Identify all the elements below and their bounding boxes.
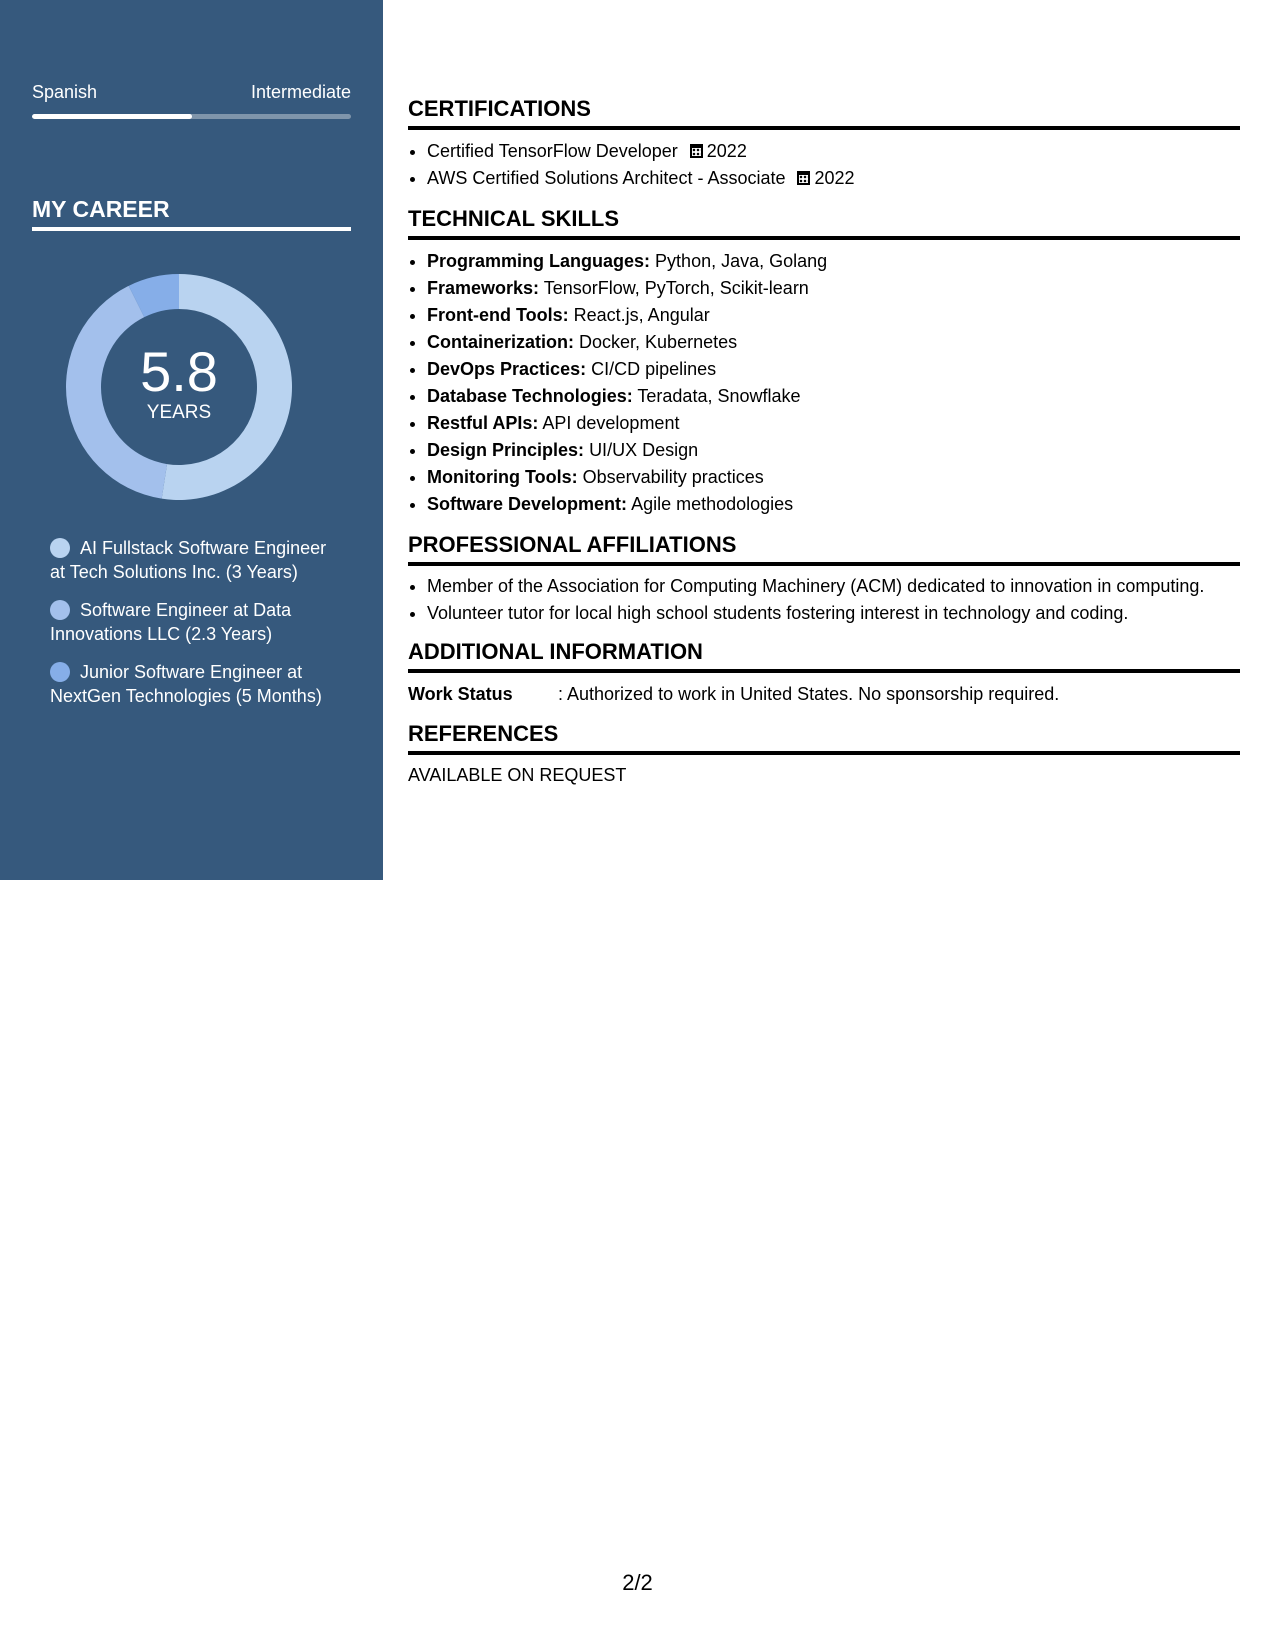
career-item-text: Software Engineer at Data Innovations LLC (2.3 Years) bbox=[50, 600, 292, 644]
skills-list bbox=[408, 248, 1240, 518]
language-proficiency-bar bbox=[32, 114, 351, 119]
skill-label: Design Principles: bbox=[427, 440, 585, 460]
skill-value: React.js, Angular bbox=[573, 305, 710, 325]
skill-value: Teradata, Snowflake bbox=[637, 386, 801, 406]
work-status-row bbox=[408, 681, 1240, 707]
career-donut-center bbox=[66, 274, 292, 500]
certification-name: Certified TensorFlow Developer bbox=[427, 141, 678, 161]
skill-value: Agile methodologies bbox=[631, 494, 794, 514]
calendar-icon bbox=[690, 144, 703, 158]
certification-year: 2022 bbox=[706, 141, 747, 161]
skill-value: CI/CD pipelines bbox=[591, 359, 717, 379]
skill-label: DevOps Practices: bbox=[427, 359, 587, 379]
career-dot-icon bbox=[50, 538, 70, 558]
skill-label: Restful APIs: bbox=[427, 413, 539, 433]
skill-label: Software Development: bbox=[427, 494, 628, 514]
language-name: Spanish bbox=[32, 82, 98, 102]
affiliation-item: • Volunteer tutor for local high school students fostering interest in technology and coding. bbox=[427, 601, 1240, 625]
page-number: 2/2 bbox=[622, 1570, 653, 1595]
skill-label: Front-end Tools: bbox=[427, 305, 569, 325]
skill-item bbox=[427, 464, 1240, 491]
calendar-icon bbox=[797, 171, 810, 185]
skill-label: Frameworks: bbox=[427, 278, 540, 298]
skill-item bbox=[427, 410, 1240, 437]
certification-item bbox=[427, 138, 1240, 165]
certifications-title: CERTIFICATIONS bbox=[408, 96, 1240, 130]
skill-item bbox=[427, 275, 1240, 302]
skill-item bbox=[427, 356, 1240, 383]
skill-value: TensorFlow, PyTorch, Scikit-learn bbox=[543, 278, 809, 298]
main-content bbox=[408, 96, 1240, 786]
career-title-rule bbox=[32, 227, 351, 231]
language-level: Intermediate bbox=[250, 82, 351, 102]
career-item bbox=[50, 660, 330, 708]
skill-item bbox=[427, 302, 1240, 329]
certification-item bbox=[427, 165, 1240, 192]
sidebar bbox=[0, 0, 383, 880]
skill-value: Observability practices bbox=[582, 467, 764, 487]
career-dot-icon bbox=[50, 662, 70, 682]
career-item-text: AI Fullstack Software Engineer at Tech Solutions Inc. (3 Years) bbox=[50, 538, 327, 582]
skill-label: Database Technologies: bbox=[427, 386, 633, 406]
certification-name: AWS Certified Solutions Architect - Associate bbox=[427, 168, 786, 188]
skill-label: Monitoring Tools: bbox=[427, 467, 578, 487]
work-status-label: Work Status bbox=[408, 684, 513, 704]
career-item-text: Junior Software Engineer at NextGen Technologies (5 Months) bbox=[50, 662, 322, 706]
skill-label: Containerization: bbox=[427, 332, 574, 352]
skill-label: Programming Languages: bbox=[427, 251, 651, 271]
skill-item bbox=[427, 248, 1240, 275]
language-row bbox=[32, 82, 351, 103]
career-list bbox=[50, 536, 330, 722]
additional-info-title: ADDITIONAL INFORMATION bbox=[408, 639, 1240, 673]
skill-value: Python, Java, Golang bbox=[655, 251, 828, 271]
certifications-list bbox=[408, 138, 1240, 192]
affiliations-list bbox=[408, 574, 1240, 625]
skill-value: API development bbox=[542, 413, 680, 433]
certification-year: 2022 bbox=[814, 168, 855, 188]
skill-item bbox=[427, 491, 1240, 518]
career-item bbox=[50, 536, 330, 584]
references-title: REFERENCES bbox=[408, 721, 1240, 755]
skill-item bbox=[427, 383, 1240, 410]
affiliation-item: • Member of the Association for Computing Machinery (ACM) dedicated to innovation in computing. bbox=[427, 574, 1240, 598]
career-title: MY CAREER bbox=[32, 196, 170, 222]
skills-title: TECHNICAL SKILLS bbox=[408, 206, 1240, 240]
references-text: AVAILABLE ON REQUEST bbox=[408, 765, 627, 785]
skill-value: Docker, Kubernetes bbox=[579, 332, 738, 352]
skill-item bbox=[427, 437, 1240, 464]
career-dot-icon bbox=[50, 600, 70, 620]
skill-item bbox=[427, 329, 1240, 356]
career-item bbox=[50, 598, 330, 646]
affiliations-title: PROFESSIONAL AFFILIATIONS bbox=[408, 532, 1240, 566]
career-total-unit: YEARS bbox=[146, 402, 212, 423]
work-status-value: : Authorized to work in United States. No sponsorship required. bbox=[558, 684, 1060, 704]
career-total-value: 5.8 bbox=[140, 340, 218, 403]
skill-value: UI/UX Design bbox=[589, 440, 699, 460]
language-proficiency-fill bbox=[32, 114, 192, 119]
